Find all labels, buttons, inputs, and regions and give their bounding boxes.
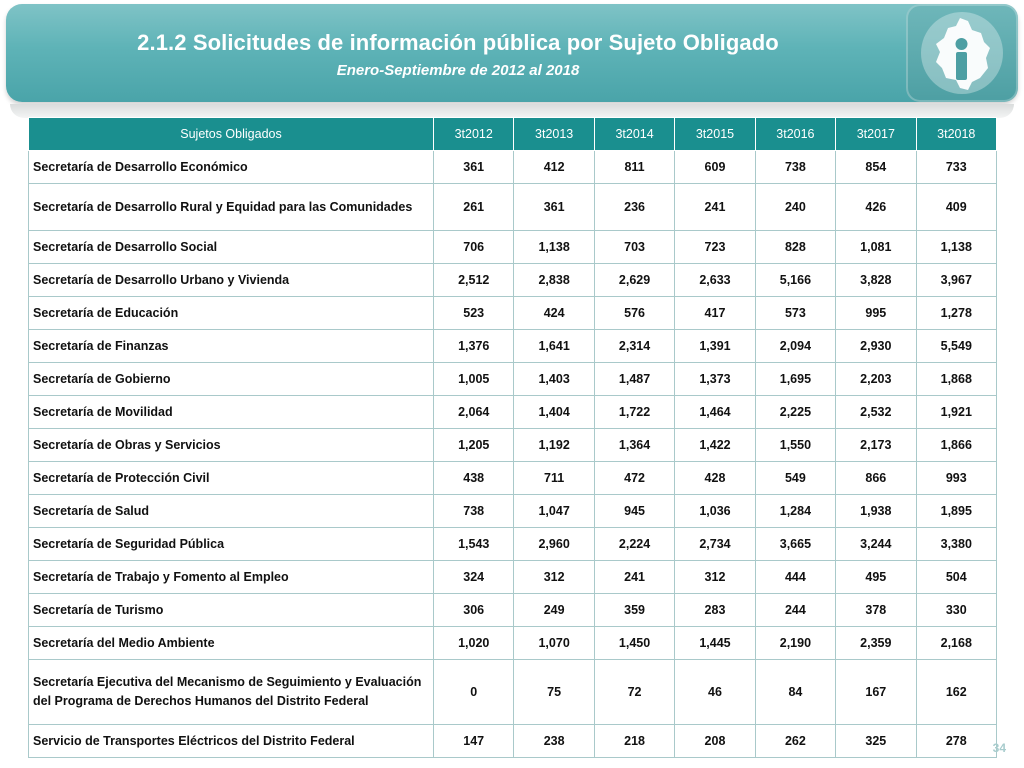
table-cell: 504 <box>916 561 996 594</box>
page-title: 2.1.2 Solicitudes de información pública por Sujeto Obligado <box>137 30 779 55</box>
table-cell: 424 <box>514 297 594 330</box>
header-shadow <box>10 104 1014 118</box>
table-cell: 733 <box>916 151 996 184</box>
table-cell: 706 <box>434 231 514 264</box>
table-cell: 609 <box>675 151 755 184</box>
column-header-3t2012: 3t2012 <box>434 118 514 151</box>
row-label: Secretaría de Educación <box>29 297 434 330</box>
table-cell: 312 <box>514 561 594 594</box>
table-cell: 1,138 <box>916 231 996 264</box>
table-cell: 444 <box>755 561 835 594</box>
table-cell: 75 <box>514 660 594 725</box>
table-cell: 2,734 <box>675 528 755 561</box>
table-cell: 738 <box>755 151 835 184</box>
table-row <box>29 594 997 627</box>
table-cell: 576 <box>594 297 674 330</box>
table-cell: 2,064 <box>434 396 514 429</box>
table-cell: 278 <box>916 725 996 758</box>
table-cell: 549 <box>755 462 835 495</box>
table-cell: 1,005 <box>434 363 514 396</box>
table-cell: 993 <box>916 462 996 495</box>
table-cell: 3,244 <box>836 528 916 561</box>
table-cell: 2,629 <box>594 264 674 297</box>
table-cell: 84 <box>755 660 835 725</box>
table-cell: 1,895 <box>916 495 996 528</box>
table-cell: 2,314 <box>594 330 674 363</box>
table-cell: 325 <box>836 725 916 758</box>
column-header-3t2014: 3t2014 <box>594 118 674 151</box>
table-cell: 324 <box>434 561 514 594</box>
table-cell: 866 <box>836 462 916 495</box>
column-header-3t2013: 3t2013 <box>514 118 594 151</box>
table-cell: 312 <box>675 561 755 594</box>
table-cell: 2,168 <box>916 627 996 660</box>
column-header-3t2017: 3t2017 <box>836 118 916 151</box>
table-cell: 46 <box>675 660 755 725</box>
table-cell: 428 <box>675 462 755 495</box>
row-label: Secretaría de Turismo <box>29 594 434 627</box>
table-cell: 262 <box>755 725 835 758</box>
table-row <box>29 330 997 363</box>
table-cell: 5,166 <box>755 264 835 297</box>
table-cell: 3,665 <box>755 528 835 561</box>
table-cell: 0 <box>434 660 514 725</box>
table-cell: 218 <box>594 725 674 758</box>
table-cell: 361 <box>514 184 594 231</box>
table-row <box>29 462 997 495</box>
table-cell: 3,380 <box>916 528 996 561</box>
table-cell: 1,550 <box>755 429 835 462</box>
table-cell: 236 <box>594 184 674 231</box>
table-cell: 854 <box>836 151 916 184</box>
table-cell: 828 <box>755 231 835 264</box>
table-row <box>29 264 997 297</box>
row-label: Secretaría de Desarrollo Rural y Equidad para las Comunidades <box>29 184 434 231</box>
table-cell: 417 <box>675 297 755 330</box>
table-cell: 2,532 <box>836 396 916 429</box>
table-cell: 2,930 <box>836 330 916 363</box>
table-cell: 241 <box>594 561 674 594</box>
table-cell: 1,364 <box>594 429 674 462</box>
row-label: Secretaría de Seguridad Pública <box>29 528 434 561</box>
table-cell: 412 <box>514 151 594 184</box>
table-cell: 1,081 <box>836 231 916 264</box>
table-cell: 361 <box>434 151 514 184</box>
table-cell: 261 <box>434 184 514 231</box>
table-cell: 1,278 <box>916 297 996 330</box>
table-cell: 238 <box>514 725 594 758</box>
table-cell: 1,450 <box>594 627 674 660</box>
table-cell: 72 <box>594 660 674 725</box>
table-cell: 472 <box>594 462 674 495</box>
table-cell: 1,376 <box>434 330 514 363</box>
row-label: Secretaría de Protección Civil <box>29 462 434 495</box>
table-row <box>29 231 997 264</box>
table-cell: 1,070 <box>514 627 594 660</box>
table-cell: 1,284 <box>755 495 835 528</box>
table-cell: 1,722 <box>594 396 674 429</box>
table-row <box>29 660 997 725</box>
table-row <box>29 725 997 758</box>
table-row <box>29 528 997 561</box>
table-cell: 495 <box>836 561 916 594</box>
row-label: Secretaría de Movilidad <box>29 396 434 429</box>
row-label: Secretaría de Finanzas <box>29 330 434 363</box>
table-cell: 711 <box>514 462 594 495</box>
table-cell: 162 <box>916 660 996 725</box>
table-cell: 2,225 <box>755 396 835 429</box>
table-cell: 244 <box>755 594 835 627</box>
row-label: Secretaría de Desarrollo Social <box>29 231 434 264</box>
row-label: Secretaría de Obras y Servicios <box>29 429 434 462</box>
table-row <box>29 184 997 231</box>
table-cell: 5,549 <box>916 330 996 363</box>
row-label: Secretaría de Salud <box>29 495 434 528</box>
table-cell: 438 <box>434 462 514 495</box>
table-cell: 2,203 <box>836 363 916 396</box>
table-cell: 703 <box>594 231 674 264</box>
table-cell: 995 <box>836 297 916 330</box>
table-cell: 167 <box>836 660 916 725</box>
table-cell: 1,422 <box>675 429 755 462</box>
table-cell: 2,224 <box>594 528 674 561</box>
table-cell: 1,445 <box>675 627 755 660</box>
table-cell: 1,487 <box>594 363 674 396</box>
table-row <box>29 429 997 462</box>
table-cell: 2,633 <box>675 264 755 297</box>
table-cell: 1,866 <box>916 429 996 462</box>
table-cell: 2,960 <box>514 528 594 561</box>
row-label: Secretaría de Trabajo y Fomento al Empleo <box>29 561 434 594</box>
table-cell: 2,190 <box>755 627 835 660</box>
table-cell: 1,403 <box>514 363 594 396</box>
column-header-3t2016: 3t2016 <box>755 118 835 151</box>
table-cell: 573 <box>755 297 835 330</box>
table-header-row <box>29 118 997 151</box>
table-cell: 1,641 <box>514 330 594 363</box>
table-cell: 3,967 <box>916 264 996 297</box>
table-cell: 2,094 <box>755 330 835 363</box>
table-body <box>29 151 997 758</box>
table-row <box>29 363 997 396</box>
table-cell: 811 <box>594 151 674 184</box>
table-cell: 359 <box>594 594 674 627</box>
table-cell: 1,391 <box>675 330 755 363</box>
page-subtitle: Enero-Septiembre de 2012 al 2018 <box>336 62 580 79</box>
table-cell: 409 <box>916 184 996 231</box>
table-row <box>29 495 997 528</box>
table-row <box>29 627 997 660</box>
logo <box>906 4 1018 102</box>
cdmx-map-info-icon <box>916 8 1008 98</box>
column-header-3t2015: 3t2015 <box>675 118 755 151</box>
table-cell: 3,828 <box>836 264 916 297</box>
table-cell: 1,464 <box>675 396 755 429</box>
table-cell: 283 <box>675 594 755 627</box>
table-cell: 378 <box>836 594 916 627</box>
table-cell: 1,373 <box>675 363 755 396</box>
table-row <box>29 151 997 184</box>
table-cell: 426 <box>836 184 916 231</box>
table-cell: 1,404 <box>514 396 594 429</box>
row-label: Servicio de Transportes Eléctricos del Distrito Federal <box>29 725 434 758</box>
table-cell: 1,138 <box>514 231 594 264</box>
table-cell: 1,020 <box>434 627 514 660</box>
table-cell: 523 <box>434 297 514 330</box>
table-cell: 1,205 <box>434 429 514 462</box>
table-row <box>29 297 997 330</box>
table-cell: 1,921 <box>916 396 996 429</box>
table-cell: 1,543 <box>434 528 514 561</box>
table-cell: 723 <box>675 231 755 264</box>
column-header-3t2018: 3t2018 <box>916 118 996 151</box>
table-cell: 249 <box>514 594 594 627</box>
table-cell: 240 <box>755 184 835 231</box>
table-cell: 738 <box>434 495 514 528</box>
table-cell: 147 <box>434 725 514 758</box>
table-cell: 1,047 <box>514 495 594 528</box>
row-label: Secretaría de Desarrollo Económico <box>29 151 434 184</box>
table-cell: 306 <box>434 594 514 627</box>
table-cell: 1,695 <box>755 363 835 396</box>
table-cell: 1,036 <box>675 495 755 528</box>
table-cell: 208 <box>675 725 755 758</box>
table-row <box>29 561 997 594</box>
column-header-sujetos: Sujetos Obligados <box>29 118 434 151</box>
table-cell: 2,838 <box>514 264 594 297</box>
table-cell: 330 <box>916 594 996 627</box>
table-cell: 1,192 <box>514 429 594 462</box>
table-row <box>29 396 997 429</box>
row-label: Secretaría del Medio Ambiente <box>29 627 434 660</box>
page-number: 34 <box>992 741 1006 755</box>
table-cell: 2,173 <box>836 429 916 462</box>
table-cell: 2,359 <box>836 627 916 660</box>
table-cell: 945 <box>594 495 674 528</box>
table-cell: 1,868 <box>916 363 996 396</box>
data-table <box>28 117 997 758</box>
table-cell: 241 <box>675 184 755 231</box>
row-label: Secretaría de Gobierno <box>29 363 434 396</box>
table-cell: 1,938 <box>836 495 916 528</box>
row-label: Secretaría Ejecutiva del Mecanismo de Seguimiento y Evaluación del Programa de Derechos Humanos del Distrito Federal <box>29 660 434 725</box>
row-label: Secretaría de Desarrollo Urbano y Vivienda <box>29 264 434 297</box>
table-cell: 2,512 <box>434 264 514 297</box>
